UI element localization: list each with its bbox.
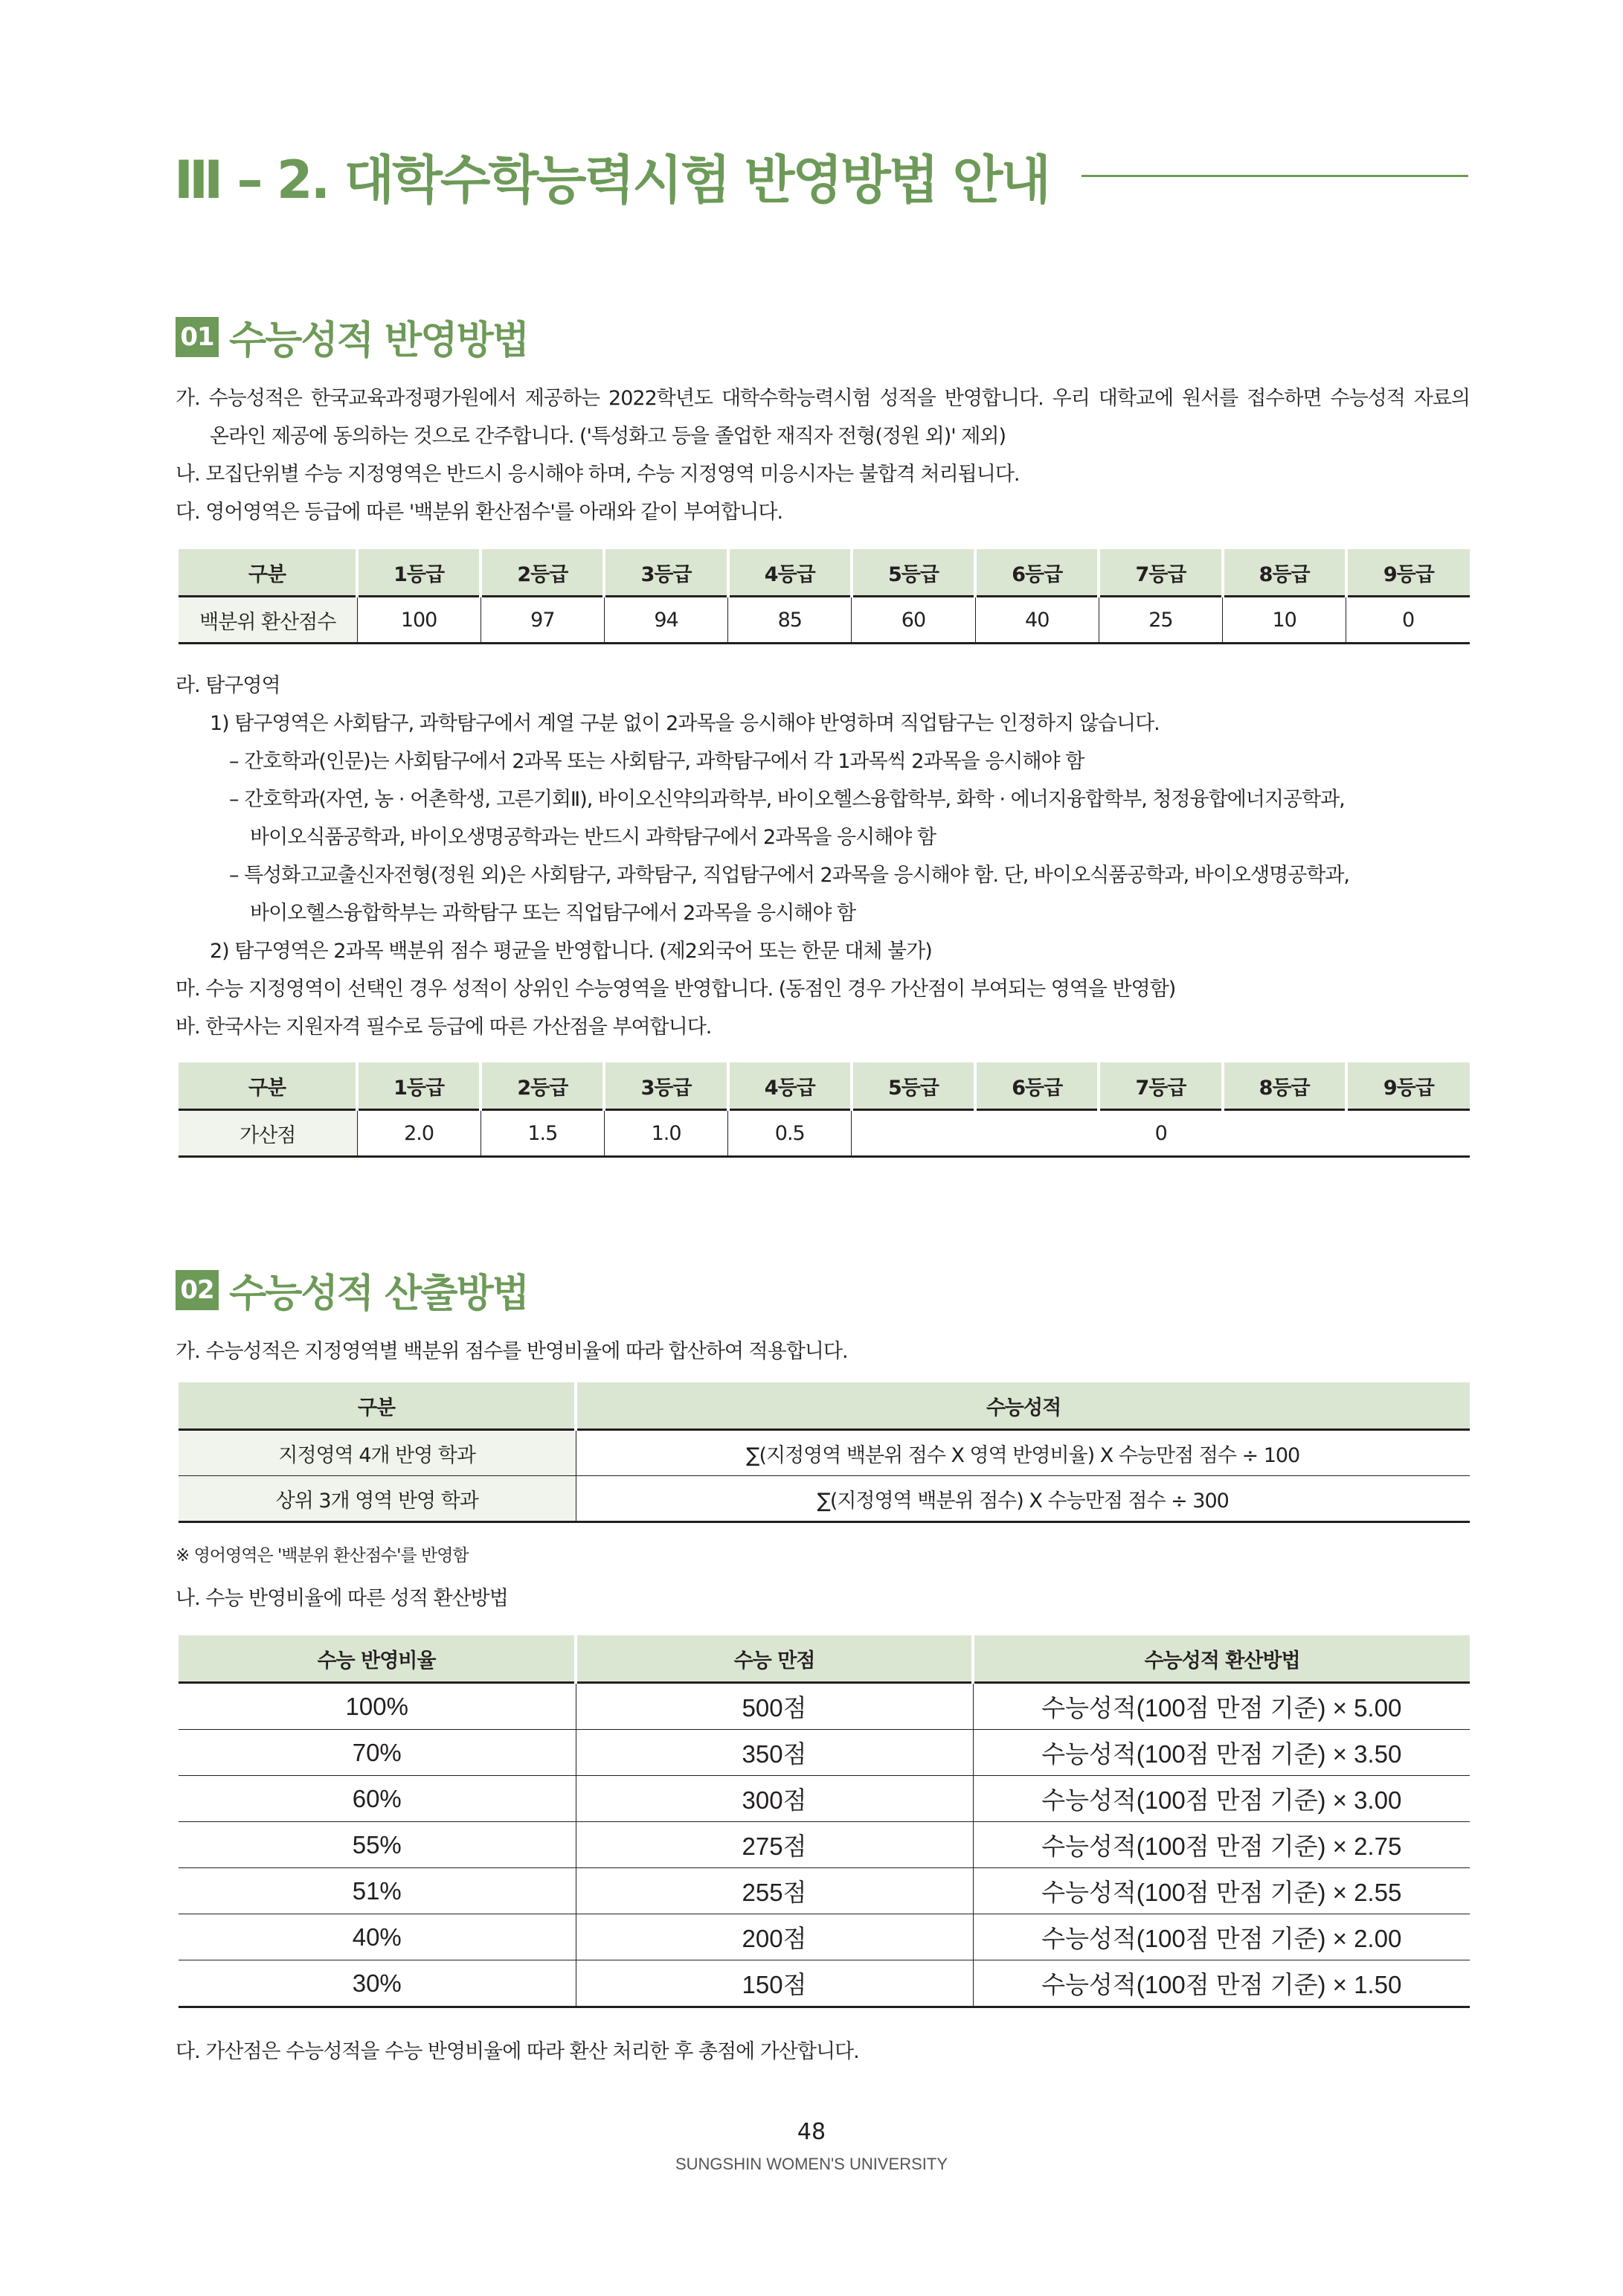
paragraph-ra-1-dash2-cont: 바이오식품공학과, 바이오생명공학과는 반드시 과학탐구에서 2과목을 응시해야 함 (250, 826, 936, 849)
paragraph-ra: 라. 탐구영역 (176, 674, 280, 697)
table-header-cell: 3등급 (604, 1062, 727, 1110)
paragraph-2-da: 다. 가산점은 수능성적을 수능 반영비율에 따라 환산 처리한 후 총점에 가산합니다. (176, 2040, 859, 2063)
table-cell: 수능성적(100점 만점 기준) × 5.00 (973, 1683, 1470, 1730)
table-cell: 수능성적(100점 만점 기준) × 2.55 (973, 1868, 1470, 1914)
table-row (179, 1110, 1470, 1157)
table-cell: 수능성적(100점 만점 기준) × 2.75 (973, 1822, 1470, 1868)
paragraph-ma: 마. 수능 지정영역이 선택인 경우 성적이 상위인 수능영역을 반영합니다. (동점인 경우 가산점이 부여되는 영역을 반영함) (176, 978, 1176, 1001)
paragraph-ra-1-dash3: – 특성화고교출신자전형(정원 외)은 사회탐구, 과학탐구, 직업탐구에서 2과목을 응시해야 함. 단, 바이오식품공학과, 바이오생명공학과, (229, 864, 1349, 887)
table-header-cell: 9등급 (1346, 1062, 1470, 1110)
table-header-cell: 수능 반영비율 (179, 1635, 576, 1683)
table-cell: 500점 (576, 1683, 973, 1730)
table-row (179, 1776, 1470, 1822)
table-header-cell: 2등급 (481, 549, 604, 597)
paragraph-ga-line2: 온라인 제공에 동의하는 것으로 간주합니다. ('특성화고 등을 졸업한 재직자 전형(정원 외)' 제외) (210, 425, 1006, 448)
table-cell: 25 (1099, 597, 1222, 644)
table-cell: ∑(지정영역 백분위 점수 X 영역 반영비율) X 수능만점 점수 ÷ 100 (576, 1430, 1470, 1476)
table-cell: 1.5 (481, 1110, 604, 1157)
table-cell: 51% (179, 1868, 576, 1914)
table-cell: 수능성적(100점 만점 기준) × 2.00 (973, 1914, 1470, 1960)
table-cell: 85 (728, 597, 852, 644)
section-2-badge: 02 (176, 1270, 219, 1310)
table-cell: 가산점 (179, 1110, 357, 1157)
table-header-cell: 4등급 (728, 549, 852, 597)
page-title: Ⅲ – 2. 대학수학능력시험 반영방법 안내 (174, 149, 1049, 211)
table-header-cell: 구분 (179, 1062, 357, 1110)
table-header-cell: 구분 (179, 1382, 576, 1430)
table-cell: 백분위 환산점수 (179, 597, 357, 644)
table-cell: ∑(지정영역 백분위 점수) X 수능만점 점수 ÷ 300 (576, 1476, 1470, 1522)
table-header-cell: 4등급 (728, 1062, 852, 1110)
table-cell: 350점 (576, 1730, 973, 1776)
section-1-title: 수능성적 반영방법 (229, 318, 528, 363)
table-header-cell: 8등급 (1223, 1062, 1346, 1110)
table-row (179, 1914, 1470, 1960)
score-calc-table (179, 1382, 1470, 1523)
table-cell: 지정영역 4개 반영 학과 (179, 1430, 576, 1476)
table-cell: 수능성적(100점 만점 기준) × 3.50 (973, 1730, 1470, 1776)
table-header-cell: 5등급 (852, 1062, 975, 1110)
paragraph-ra-1-dash2: – 간호학과(자연, 농 · 어촌학생, 고른기회Ⅱ), 바이오신약의과학부, 바이오헬스융합학부, 화학 · 에너지융합학부, 청정융합에너지공학과, (229, 788, 1345, 811)
table-row (179, 1730, 1470, 1776)
table-cell: 40% (179, 1914, 576, 1960)
section-1-badge: 01 (176, 317, 219, 357)
table-cell: 150점 (576, 1960, 973, 2007)
table-row (179, 1430, 1470, 1476)
paragraph-ga-line1: 가. 수능성적은 한국교육과정평가원에서 제공하는 2022학년도 대학수학능력시험 성적을 반영합니다. 우리 대학교에 원서를 접수하면 수능성적 자료의 (176, 387, 1470, 410)
table-cell: 255점 (576, 1868, 973, 1914)
table-cell: 100% (179, 1683, 576, 1730)
section-1-heading (176, 309, 528, 365)
table-row (179, 1683, 1470, 1730)
table-header-cell: 3등급 (604, 549, 727, 597)
table-header-cell: 1등급 (357, 549, 481, 597)
table-header-cell: 7등급 (1099, 1062, 1222, 1110)
table-cell: 2.0 (357, 1110, 481, 1157)
table-row (179, 1868, 1470, 1914)
table-cell: 0.5 (728, 1110, 852, 1157)
paragraph-da: 다. 영어영역은 등급에 따른 '백분위 환산점수'를 아래와 같이 부여합니다. (176, 501, 783, 524)
table-cell: 40 (975, 597, 1099, 644)
page-title-area (174, 140, 1468, 211)
korean-history-table (179, 1062, 1470, 1158)
table-cell: 100 (357, 597, 481, 644)
paragraph-na: 나. 모집단위별 수능 지정영역은 반드시 응시해야 하며, 수능 지정영역 미응시자는 불합격 처리됩니다. (176, 463, 1020, 486)
table-cell: 55% (179, 1822, 576, 1868)
paragraph-ra-1-dash3-cont: 바이오헬스융합학부는 과학탐구 또는 직업탐구에서 2과목을 응시해야 함 (250, 902, 856, 925)
table-header-cell: 2등급 (481, 1062, 604, 1110)
university-name: SUNGSHIN WOMEN'S UNIVERSITY (675, 2155, 948, 2173)
table-cell: 수능성적(100점 만점 기준) × 1.50 (973, 1960, 1470, 2007)
table-cell: 60 (852, 597, 975, 644)
table-cell: 수능성적(100점 만점 기준) × 3.00 (973, 1776, 1470, 1822)
paragraph-2-na: 나. 수능 반영비율에 따른 성적 환산방법 (176, 1587, 508, 1610)
table-cell: 0 (1346, 597, 1470, 644)
table-row (179, 1476, 1470, 1522)
title-rule (1082, 175, 1468, 177)
section-2-title: 수능성적 산출방법 (229, 1272, 528, 1316)
table-header-row (179, 1382, 1470, 1430)
table-cell: 94 (604, 597, 727, 644)
table-header-cell: 5등급 (852, 549, 975, 597)
table-row (179, 1822, 1470, 1868)
paragraph-ra-1-dash1: – 간호학과(인문)는 사회탐구에서 2과목 또는 사회탐구, 과학탐구에서 각 1과목씩 2과목을 응시해야 함 (229, 750, 1084, 773)
table-header-cell: 수능 만점 (576, 1635, 973, 1683)
table-header-row (179, 1635, 1470, 1683)
table-cell: 300점 (576, 1776, 973, 1822)
table-cell: 상위 3개 영역 반영 학과 (179, 1476, 576, 1522)
table-cell: 10 (1223, 597, 1346, 644)
table-header-cell: 8등급 (1223, 549, 1346, 597)
ratio-conversion-table (179, 1635, 1470, 2008)
paragraph-ba: 바. 한국사는 지원자격 필수로 등급에 따른 가산점을 부여합니다. (176, 1016, 712, 1039)
english-note: ※ 영어영역은 '백분위 환산점수'를 반영함 (176, 1546, 469, 1565)
page-number: 48 (797, 2119, 826, 2145)
table-cell: 97 (481, 597, 604, 644)
table-cell: 275점 (576, 1822, 973, 1868)
table-header-cell: 7등급 (1099, 549, 1222, 597)
table-cell: 200점 (576, 1914, 973, 1960)
table-row (179, 597, 1470, 644)
table-cell: 30% (179, 1960, 576, 2007)
table-header-cell: 6등급 (975, 549, 1099, 597)
table-header-cell: 1등급 (357, 1062, 481, 1110)
table-header-cell: 9등급 (1346, 549, 1470, 597)
table-cell: 60% (179, 1776, 576, 1822)
paragraph-2-ga: 가. 수능성적은 지정영역별 백분위 점수를 반영비율에 따라 합산하여 적용합니다. (176, 1340, 848, 1363)
paragraph-ra-2: 2) 탐구영역은 2과목 백분위 점수 평균을 반영합니다. (제2외국어 또는 한문 대체 불가) (210, 940, 932, 963)
table-header-row (179, 549, 1470, 597)
table-header-cell: 수능성적 환산방법 (973, 1635, 1470, 1683)
section-2-heading (176, 1262, 528, 1318)
table-header-cell: 구분 (179, 549, 357, 597)
table-header-cell: 6등급 (975, 1062, 1099, 1110)
table-header-cell: 수능성적 (576, 1382, 1470, 1430)
english-score-table (179, 549, 1470, 644)
paragraph-ra-1: 1) 탐구영역은 사회탐구, 과학탐구에서 계열 구분 없이 2과목을 응시해야 반영하며 직업탐구는 인정하지 않습니다. (210, 712, 1160, 735)
table-cell: 1.0 (604, 1110, 727, 1157)
table-row (179, 1960, 1470, 2007)
table-header-row (179, 1062, 1470, 1110)
table-cell: 70% (179, 1730, 576, 1776)
table-cell: 0 (852, 1110, 1470, 1157)
